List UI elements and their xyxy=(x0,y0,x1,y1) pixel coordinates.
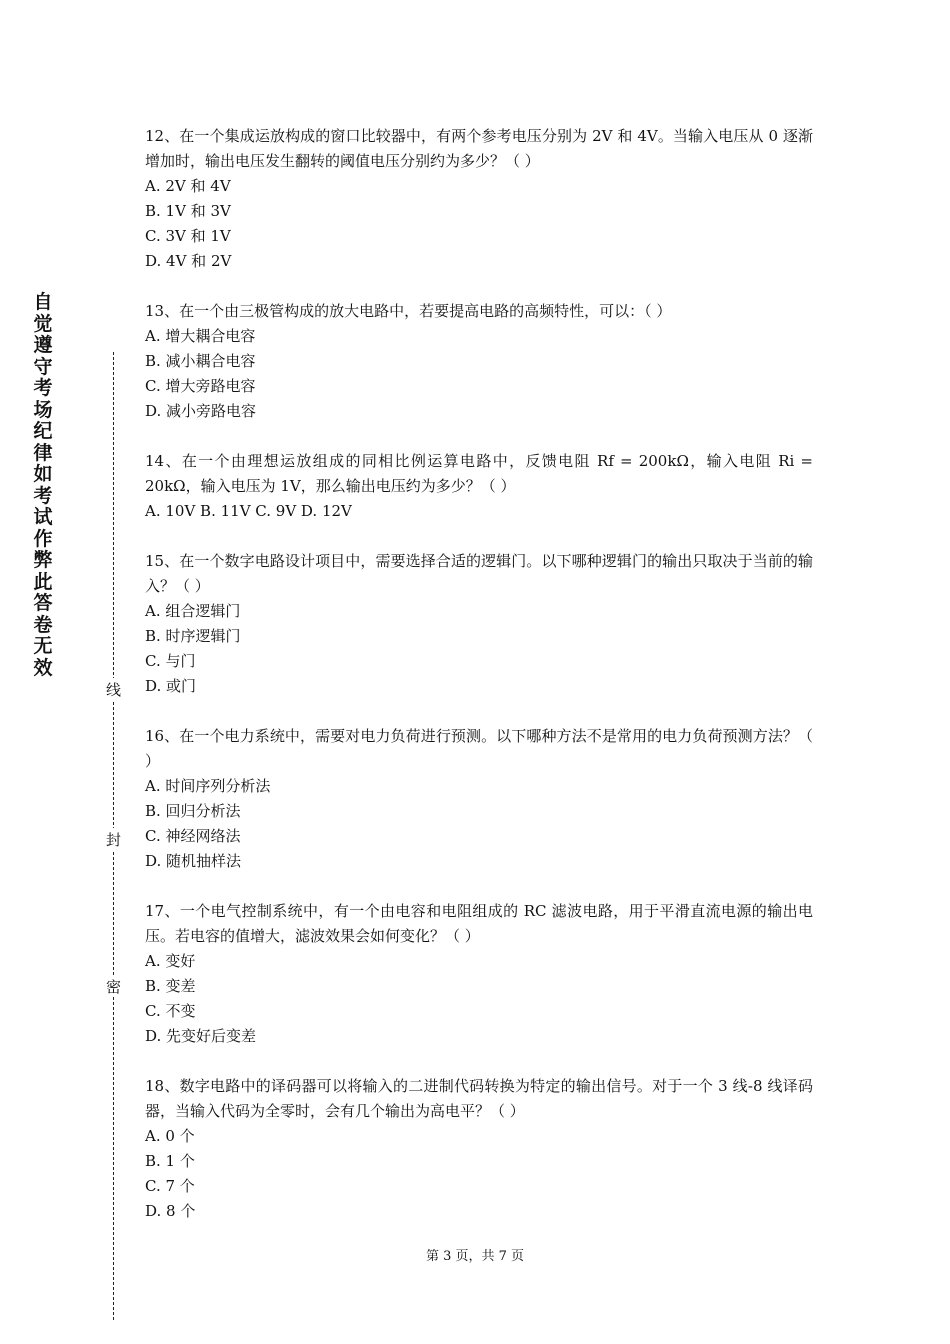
question-option: A. 0 个 xyxy=(145,1127,195,1145)
question-option: B. 回归分析法 xyxy=(145,802,241,820)
cut-label-seal: 封 xyxy=(104,828,124,850)
question-option: C. 不变 xyxy=(145,1002,196,1020)
question-option: B. 减小耦合电容 xyxy=(145,352,256,370)
question-option: A. 增大耦合电容 xyxy=(145,327,256,345)
question-option: B. 1V 和 3V xyxy=(145,202,231,220)
question-stem: 13、在一个由三极管构成的放大电路中，若要提高电路的高频特性，可以：（ ） xyxy=(145,302,672,320)
question-option: C. 与门 xyxy=(145,652,196,670)
question-stem: 18、数字电路中的译码器可以将输入的二进制代码转换为特定的输出信号。对于一个 3 线-8 线译码器，当输入代码为全零时，会有几个输出为高电平？（ ） xyxy=(145,1077,813,1120)
question-block xyxy=(145,899,813,1049)
question-block xyxy=(145,124,813,274)
question-block xyxy=(145,1074,813,1224)
question-option: B. 时序逻辑门 xyxy=(145,627,241,645)
integrity-notice: 自觉遵守考场纪律如考试作弊此答卷无效 xyxy=(33,291,53,679)
question-option: C. 7 个 xyxy=(145,1177,195,1195)
question-option: A. 时间序列分析法 xyxy=(145,777,271,795)
question-stem: 17、一个电气控制系统中，有一个由电容和电阻组成的 RC 滤波电路，用于平滑直流电源的输出电压。若电容的值增大，滤波效果会如何变化？（ ） xyxy=(145,902,813,945)
cut-label-line: 线 xyxy=(104,678,124,700)
question-option: A. 2V 和 4V xyxy=(145,177,231,195)
question-option: A. 变好 xyxy=(145,952,196,970)
question-block xyxy=(145,449,813,524)
question-block xyxy=(145,724,813,874)
question-list xyxy=(145,124,813,1249)
question-option: C. 3V 和 1V xyxy=(145,227,231,245)
question-option: C. 增大旁路电容 xyxy=(145,377,256,395)
question-block xyxy=(145,299,813,424)
question-stem: 14、在一个由理想运放组成的同相比例运算电路中，反馈电阻 Rf = 200kΩ，输入电阻 Ri = 20kΩ，输入电压为 1V，那么输出电压约为多少？（ ） xyxy=(145,452,813,495)
question-option: D. 或门 xyxy=(145,677,197,695)
question-option: B. 1 个 xyxy=(145,1152,195,1170)
question-option: D. 4V 和 2V xyxy=(145,252,232,270)
question-option: D. 先变好后变差 xyxy=(145,1027,257,1045)
page-footer: 第 3 页，共 7 页 xyxy=(425,1249,525,1264)
question-option: B. 变差 xyxy=(145,977,196,995)
question-stem: 12、在一个集成运放构成的窗口比较器中，有两个参考电压分别为 2V 和 4V。当输入电压从 0 逐渐增加时，输出电压发生翻转的阈值电压分别约为多少？（ ） xyxy=(145,127,813,170)
question-block xyxy=(145,549,813,699)
question-stem: 16、在一个电力系统中，需要对电力负荷进行预测。以下哪种方法不是常用的电力负荷预测方法？（ ） xyxy=(145,727,813,770)
cut-label-dense: 密 xyxy=(104,975,124,997)
question-option: D. 随机抽样法 xyxy=(145,852,242,870)
question-option: A. 10V B. 11V C. 9V D. 12V xyxy=(145,502,352,520)
question-stem: 15、在一个数字电路设计项目中，需要选择合适的逻辑门。以下哪种逻辑门的输出只取决于当前的输入？（ ） xyxy=(145,552,813,595)
question-option: C. 神经网络法 xyxy=(145,827,241,845)
question-option: A. 组合逻辑门 xyxy=(145,602,241,620)
question-option: D. 8 个 xyxy=(145,1202,196,1220)
question-option: D. 减小旁路电容 xyxy=(145,402,257,420)
